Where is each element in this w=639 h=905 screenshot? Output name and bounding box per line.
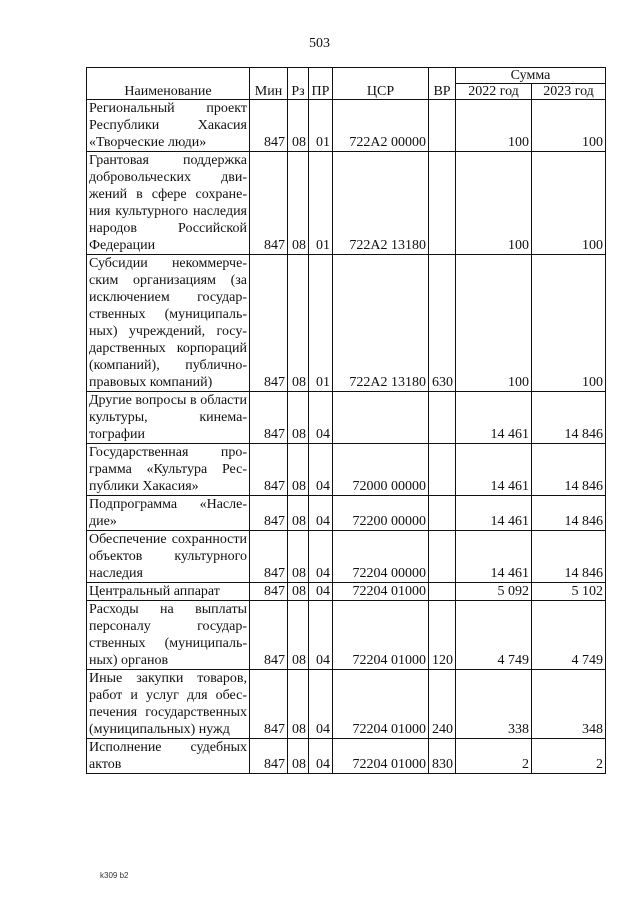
cell-csr: 722А2 00000 (333, 100, 429, 152)
cell-rz: 08 (288, 496, 309, 531)
table-header (87, 68, 606, 100)
cell-2022: 100 (456, 152, 532, 255)
cell-2022: 2 (456, 739, 532, 774)
cell-vr (429, 496, 456, 531)
cell-pr: 04 (309, 739, 333, 774)
cell-csr: 722А2 13180 (333, 255, 429, 392)
cell-pr: 01 (309, 152, 333, 255)
cell-name: Другие вопросы в области культуры, кинематографии (87, 392, 250, 444)
cell-vr (429, 583, 456, 601)
cell-csr: 72204 01000 (333, 739, 429, 774)
cell-pr: 04 (309, 531, 333, 583)
cell-pr: 04 (309, 392, 333, 444)
header-name: Наименование (87, 68, 250, 100)
cell-min: 847 (250, 496, 288, 531)
table-row (87, 100, 606, 152)
cell-csr: 722А2 13180 (333, 152, 429, 255)
cell-2022: 14 461 (456, 444, 532, 496)
header-year-2022: 2022 год (456, 84, 532, 100)
cell-name: Центральный аппарат (87, 583, 250, 601)
table-row (87, 739, 606, 774)
cell-rz: 08 (288, 531, 309, 583)
header-year-2023: 2023 год (532, 84, 606, 100)
cell-vr: 630 (429, 255, 456, 392)
cell-2022: 5 092 (456, 583, 532, 601)
cell-vr (429, 531, 456, 583)
cell-name: Исполнение судебных актов (87, 739, 250, 774)
cell-min: 847 (250, 100, 288, 152)
cell-2023: 14 846 (532, 392, 606, 444)
cell-name: Региональный проект Республики Хакасия «Творческие люди» (87, 100, 250, 152)
cell-vr: 240 (429, 670, 456, 739)
page-number: 503 (309, 36, 330, 51)
cell-rz: 08 (288, 670, 309, 739)
cell-rz: 08 (288, 444, 309, 496)
cell-2023: 348 (532, 670, 606, 739)
cell-name: Расходы на выплаты персоналу государственных (муниципальных) органов (87, 601, 250, 670)
cell-2022: 100 (456, 100, 532, 152)
cell-vr: 120 (429, 601, 456, 670)
table-row (87, 670, 606, 739)
cell-min: 847 (250, 583, 288, 601)
cell-rz: 08 (288, 100, 309, 152)
header-pr: ПР (309, 68, 333, 100)
cell-vr (429, 392, 456, 444)
cell-2023: 14 846 (532, 444, 606, 496)
table-body (87, 100, 606, 774)
cell-vr: 830 (429, 739, 456, 774)
cell-2023: 100 (532, 152, 606, 255)
cell-csr (333, 392, 429, 444)
cell-rz: 08 (288, 739, 309, 774)
cell-2022: 14 461 (456, 496, 532, 531)
table-row (87, 496, 606, 531)
cell-2023: 4 749 (532, 601, 606, 670)
cell-2023: 14 846 (532, 496, 606, 531)
table-row (87, 392, 606, 444)
cell-rz: 08 (288, 583, 309, 601)
cell-csr: 72204 01000 (333, 583, 429, 601)
cell-min: 847 (250, 152, 288, 255)
footer-code: k309 b2 (100, 871, 129, 880)
cell-name: Государственная программа «Культура Республики Хакасия» (87, 444, 250, 496)
table-row (87, 152, 606, 255)
header-vr: ВР (429, 68, 456, 100)
cell-vr (429, 100, 456, 152)
cell-rz: 08 (288, 392, 309, 444)
cell-csr: 72200 00000 (333, 496, 429, 531)
cell-2023: 100 (532, 255, 606, 392)
table-row (87, 583, 606, 601)
cell-csr: 72204 01000 (333, 670, 429, 739)
cell-2022: 14 461 (456, 392, 532, 444)
cell-pr: 04 (309, 670, 333, 739)
cell-name: Иные закупки товаров, работ и услуг для обеспечения государственных (муниципальных) нужд (87, 670, 250, 739)
cell-pr: 04 (309, 444, 333, 496)
table-row (87, 255, 606, 392)
cell-min: 847 (250, 601, 288, 670)
cell-name: Обеспечение сохранности объектов культурного наследия (87, 531, 250, 583)
cell-2023: 5 102 (532, 583, 606, 601)
cell-csr: 72204 01000 (333, 601, 429, 670)
cell-2023: 100 (532, 100, 606, 152)
cell-name: Субсидии некоммерческим организациям (за исключением государственных (муниципальных) учреждений, государственных корпораций (компаний), публично-правовых компаний) (87, 255, 250, 392)
budget-table (86, 67, 606, 774)
cell-csr: 72204 00000 (333, 531, 429, 583)
cell-name: Грантовая поддержка добровольческих движений в сфере сохранения культурного наследия народов Российской Федерации (87, 152, 250, 255)
cell-pr: 04 (309, 583, 333, 601)
cell-pr: 01 (309, 255, 333, 392)
cell-min: 847 (250, 255, 288, 392)
cell-pr: 04 (309, 496, 333, 531)
cell-min: 847 (250, 444, 288, 496)
table-row (87, 444, 606, 496)
cell-rz: 08 (288, 601, 309, 670)
cell-2023: 2 (532, 739, 606, 774)
cell-min: 847 (250, 739, 288, 774)
cell-min: 847 (250, 531, 288, 583)
cell-rz: 08 (288, 152, 309, 255)
header-sum: Сумма (456, 68, 606, 84)
cell-min: 847 (250, 392, 288, 444)
cell-2023: 14 846 (532, 531, 606, 583)
cell-2022: 14 461 (456, 531, 532, 583)
cell-vr (429, 152, 456, 255)
cell-pr: 04 (309, 601, 333, 670)
cell-2022: 338 (456, 670, 532, 739)
header-csr: ЦСР (333, 68, 429, 100)
header-min: Мин (250, 68, 288, 100)
table-row (87, 531, 606, 583)
cell-min: 847 (250, 670, 288, 739)
cell-name: Подпрограмма «Наследие» (87, 496, 250, 531)
cell-csr: 72000 00000 (333, 444, 429, 496)
cell-2022: 100 (456, 255, 532, 392)
cell-rz: 08 (288, 255, 309, 392)
cell-pr: 01 (309, 100, 333, 152)
cell-2022: 4 749 (456, 601, 532, 670)
header-rz: Рз (288, 68, 309, 100)
table-row (87, 601, 606, 670)
cell-vr (429, 444, 456, 496)
